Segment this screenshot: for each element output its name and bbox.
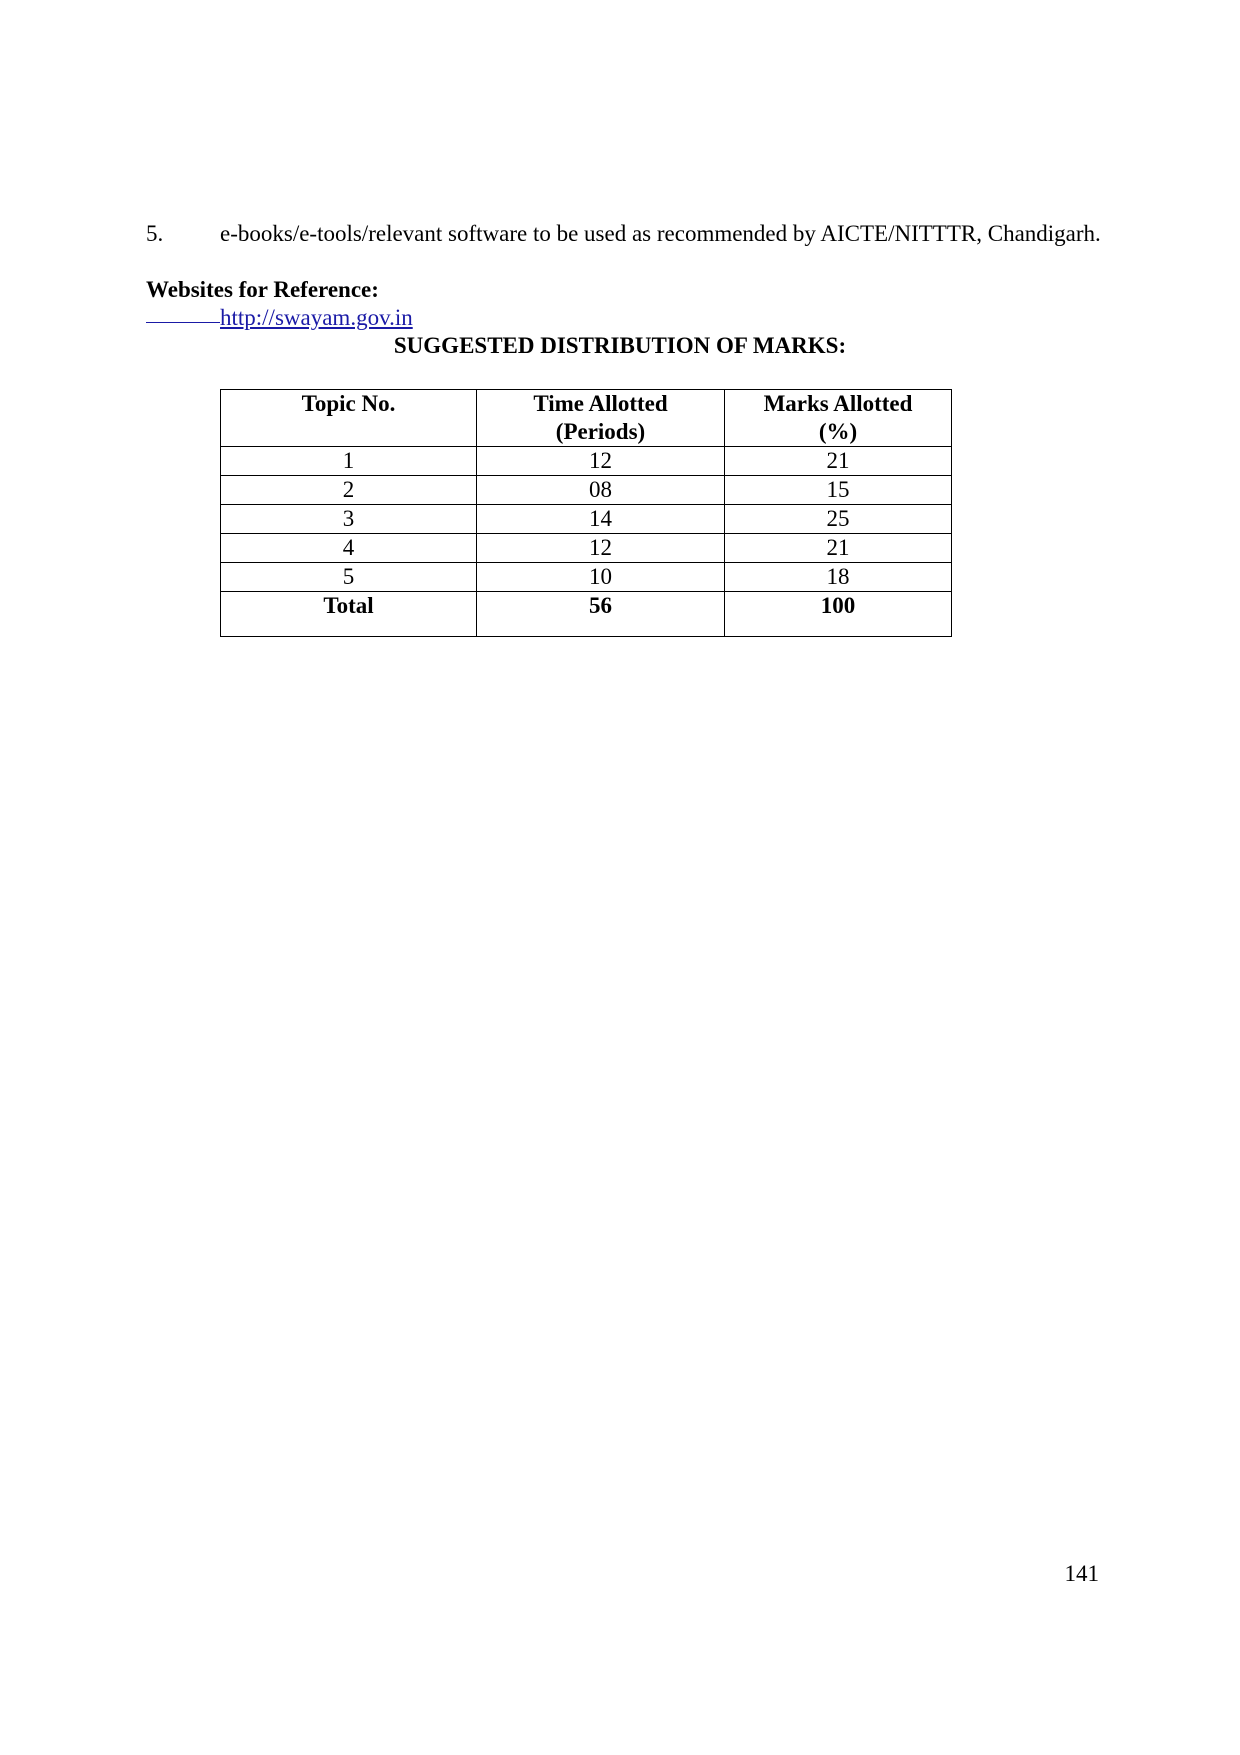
cell-time: 12 xyxy=(477,534,725,563)
table-header-row xyxy=(221,390,952,447)
cell-marks: 21 xyxy=(725,534,952,563)
header-time-line1: Time Allotted xyxy=(533,391,668,416)
cell-total-time: 56 xyxy=(477,592,725,637)
cell-time: 08 xyxy=(477,476,725,505)
websites-heading: Websites for Reference: xyxy=(146,277,379,302)
table-row xyxy=(221,505,952,534)
cell-topic: 2 xyxy=(221,476,477,505)
cell-time: 12 xyxy=(477,447,725,476)
page-number: 141 xyxy=(1064,1561,1099,1586)
table-row xyxy=(221,563,952,592)
cell-topic: 3 xyxy=(221,505,477,534)
cell-marks: 15 xyxy=(725,476,952,505)
link-underline-lead xyxy=(146,321,220,323)
table-row xyxy=(221,534,952,563)
cell-marks: 25 xyxy=(725,505,952,534)
cell-topic: 5 xyxy=(221,563,477,592)
cell-time: 10 xyxy=(477,563,725,592)
cell-time: 14 xyxy=(477,505,725,534)
header-time-line2: (Periods) xyxy=(555,419,646,444)
table-total-row xyxy=(221,592,952,637)
table-row xyxy=(221,476,952,505)
header-marks-line2: (%) xyxy=(818,419,858,444)
website-link-row xyxy=(146,304,413,332)
cell-total-label: Total xyxy=(221,592,477,637)
swayam-link[interactable]: http://swayam.gov.in xyxy=(220,305,413,330)
header-marks-allotted xyxy=(725,390,952,447)
cell-total-marks: 100 xyxy=(725,592,952,637)
marks-distribution-table xyxy=(220,389,952,637)
header-topic-no xyxy=(221,390,477,447)
cell-marks: 21 xyxy=(725,447,952,476)
cell-topic: 1 xyxy=(221,447,477,476)
list-item-number: 5. xyxy=(146,221,164,246)
cell-topic: 4 xyxy=(221,534,477,563)
header-marks-line1: Marks Allotted xyxy=(763,391,913,416)
cell-marks: 18 xyxy=(725,563,952,592)
table-row xyxy=(221,447,952,476)
list-item-text: e-books/e-tools/relevant software to be used as recommended by AICTE/NITTTR, Chandigarh. xyxy=(220,221,1101,246)
header-topic-label: Topic No. xyxy=(301,391,396,416)
header-time-allotted xyxy=(477,390,725,447)
distribution-title: SUGGESTED DISTRIBUTION OF MARKS: xyxy=(393,333,847,358)
